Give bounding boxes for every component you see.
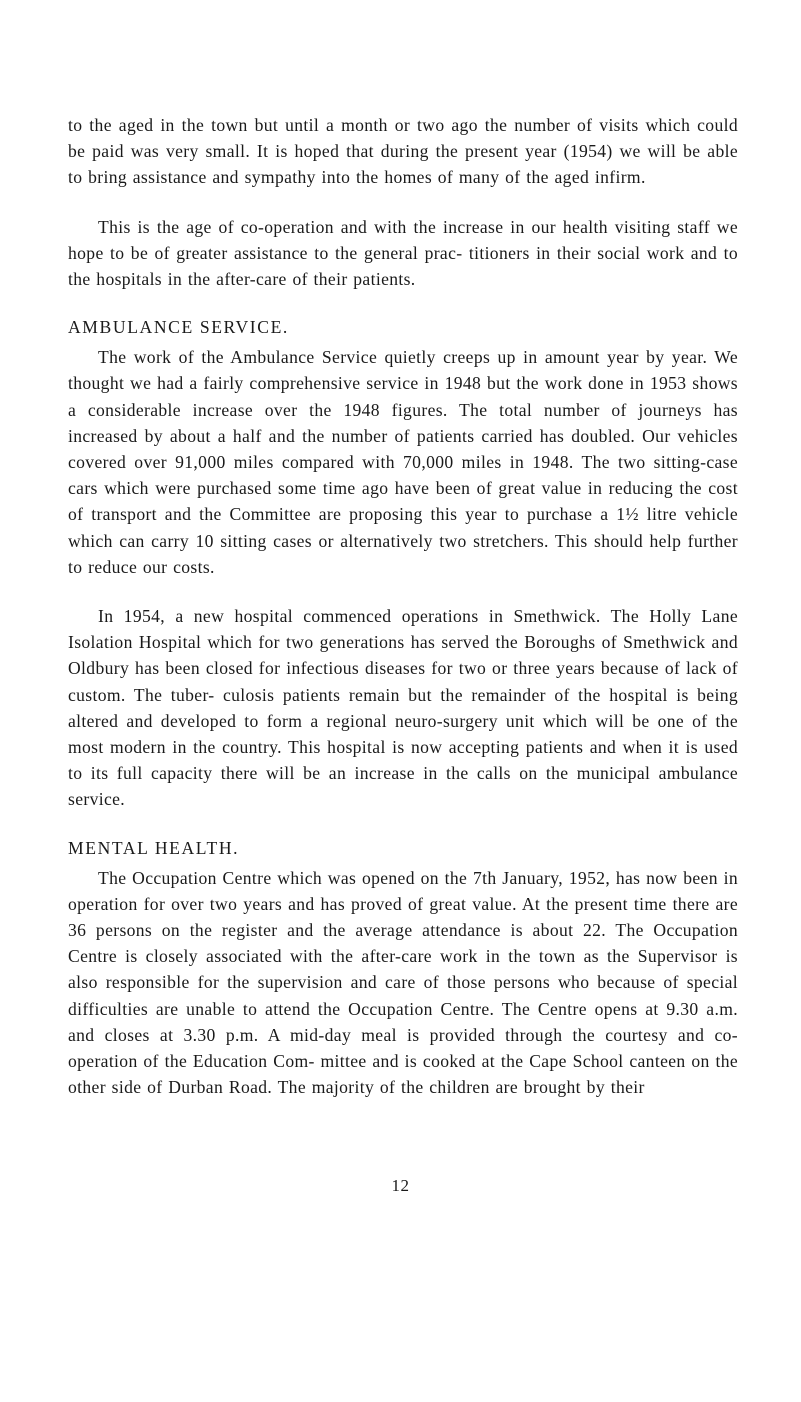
paragraph-ambulance-work: The work of the Ambulance Service quietly creeps up in amount year by year. We thought we had a fairly comprehensive service in 1948 but the work done in 1953 shows a considerable increase over the 1948 figures. The total number of journeys has increased by about a half and the number of patients carried has doubled. Our vehicles covered over 91,000 miles compared with 70,000 miles in 1948. The two sitting-case cars which were purchased some time ago have been of great value in reducing the cost of transport and the Committee are proposing this year to purchase a 1½ litre vehicle which can carry 10 sitting cases or alternatively two stretchers. This should help further to reduce our costs. (68, 347, 738, 577)
paragraph-new-hospital: In 1954, a new hospital commenced operations in Smethwick. The Holly Lane Isolation Hospital which for two generations has served the Boroughs of Smethwick and Oldbury has been closed for infectious diseases for two or three years because of lack of custom. The tuber- culosis patients remain but the remainder of the hospital is being altered and developed to form a regional neuro-surgery unit which will be one of the most modern in the country. This hospital is now accepting patients and when it is used to its full capacity there will be an increase in the calls on the municipal ambulance service. (68, 606, 738, 810)
paragraph-occupation-centre: The Occupation Centre which was opened on the 7th January, 1952, has now been in operation for over two years and has proved of great value. At the present time there are 36 persons on the register and the average attendance is about 22. The Occupation Centre is closely associated with the after-care work in the town as the Supervisor is also responsible for the supervision and care of those persons who because of special difficulties are unable to attend the Occupation Centre. The Centre opens at 9.30 a.m. and closes at 3.30 p.m. A mid-day meal is provided through the courtesy and co-operation of the Education Com- mittee and is cooked at the Cape School canteen on the other side of Durban Road. The majority of the children are brought by their (68, 867, 738, 1098)
paragraph-co-operation: This is the age of co-operation and with the increase in our health visiting staff we hope to be of greater assistance to the general prac- titioners in their social work and to the hospitals in the after-care of their patients. (68, 216, 738, 290)
heading-mental-health: MENTAL HEALTH. (68, 837, 240, 858)
document-page (68, 112, 738, 1101)
page-number: 12 (391, 1176, 410, 1195)
paragraph-aged-visits: to the aged in the town but until a month or two ago the number of visits which could be paid was very small. It is hoped that during the present year (1954) we will be able to bring assistance and sympathy into the homes of many of the aged infirm. (68, 115, 738, 188)
heading-ambulance-service: AMBULANCE SERVICE. (68, 317, 289, 338)
